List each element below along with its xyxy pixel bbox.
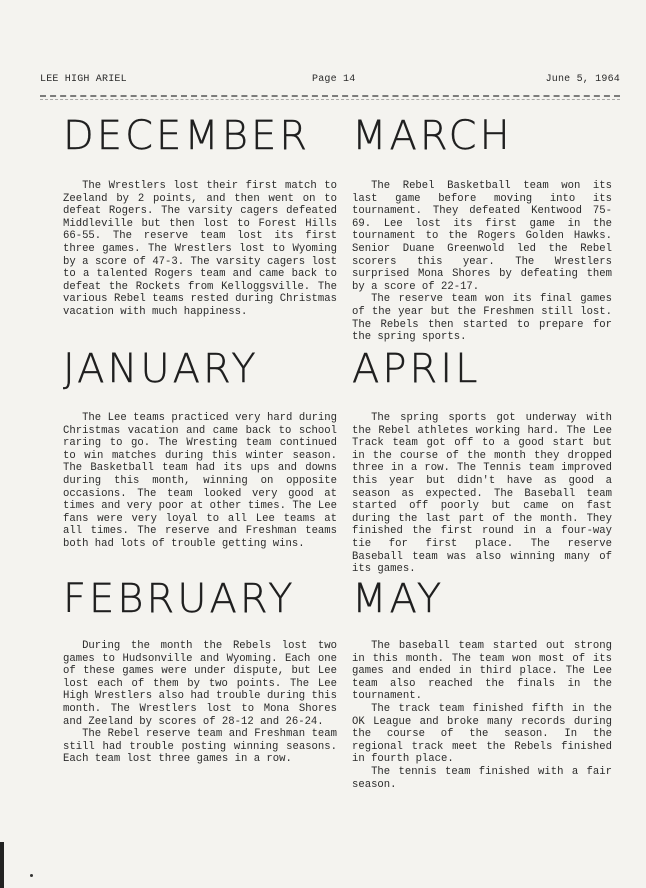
article-april: [352, 412, 612, 576]
paragraph: The reserve team won its final games of the year but the Freshmen still lost. The Rebels then started to prepare for the spring sports.: [352, 293, 612, 344]
article-december: [63, 180, 337, 319]
section-january: [63, 345, 337, 393]
paragraph: The Lee teams practiced very hard during Christmas vacation and came back to school raring to go. The Wresting team continued to win matches during this winter season. The Basketball team had its ups and downs during this month, winning on opposite occasions. The team looked very good at times and very poor at other times. The Lee fans were very loyal to all Lee teams at all times. The reserve and Freshman teams both had lots of trouble getting wins.: [63, 412, 337, 550]
publication-title: LEE HIGH ARIEL: [40, 74, 127, 85]
page-number: Page 14: [312, 74, 356, 85]
article-march: [352, 180, 612, 344]
section-december: [63, 112, 337, 160]
paragraph: During the month the Rebels lost two games to Hudsonville and Wyoming. Each one of these games were under dispute, but Lee lost each of them by two points. The Lee High Wrestlers also had trouble during this month. The Wrestlers lost to Mona Shores and Zeeland by scores of 28-12 and 26-24.: [63, 640, 337, 728]
paragraph: The Rebel reserve team and Freshman team still had trouble posting winning seasons. Each team lost three games in a row.: [63, 728, 337, 766]
paragraph: The Wrestlers lost their first match to Zeeland by 2 points, and then went on to defeat Rogers. The varsity cagers defeated Middleville but then lost to Forest Hills 66-55. The reserve team lost its first three games. The Wrestlers lost to Wyoming by a score of 47-3. The varsity cagers lost to a talented Rogers team and came back to defeat the Rockets from Kelloggsville. The various Rebel teams rested during Christmas vacation with much happiness.: [63, 180, 337, 318]
month-heading-february: FEBRUARY: [63, 576, 296, 622]
paragraph: The baseball team started out strong in this month. The team won most of its games and ended in third place. The Lee team also reached the finals in the tournament.: [352, 640, 612, 703]
month-heading-december: DECEMBER: [63, 113, 311, 159]
section-march: [352, 112, 612, 160]
month-heading-march: MARCH: [352, 113, 513, 159]
section-may: [352, 575, 612, 623]
article-february: [63, 640, 337, 766]
page-binding-edge: [0, 842, 4, 888]
month-heading-may: MAY: [352, 576, 445, 622]
paragraph: The track team finished fifth in the OK League and broke many records during the course of the season. In the regional track meet the Rebels finished in fourth place.: [352, 702, 612, 766]
header-rule: [40, 95, 620, 97]
article-january: [63, 412, 337, 551]
article-may: [352, 640, 612, 791]
section-february: [63, 575, 337, 623]
paragraph: The tennis team finished with a fair season.: [352, 765, 612, 791]
month-heading-april: APRIL: [352, 346, 481, 392]
page-header: [40, 74, 620, 90]
header-rule-secondary: [40, 99, 620, 100]
month-heading-january: JANUARY: [63, 346, 259, 392]
paragraph: The spring sports got underway with the Rebel athletes working hard. The Lee Track team got off to a good start but in the course of the month they dropped three in a row. The Tennis team improved this year but didn't have as good a season as expected. The Baseball team started off poorly but came on fast during the last part of the month. They finished the first round in a four-way tie for first place. The reserve Baseball team was also winning many of its games.: [352, 412, 612, 576]
issue-date: June 5, 1964: [545, 74, 620, 85]
paper-speck: [30, 874, 33, 877]
section-april: [352, 345, 612, 393]
paragraph: The Rebel Basketball team won its last game before moving into its tournament. They defeated Kentwood 75-69. Lee lost its first game in the tournament to the Rogers Golden Hawks. Senior Duane Greenwold led the Rebel scorers this year. The Wrestlers surprised Mona Shores by defeating them by a score of 22-17.: [352, 180, 612, 293]
